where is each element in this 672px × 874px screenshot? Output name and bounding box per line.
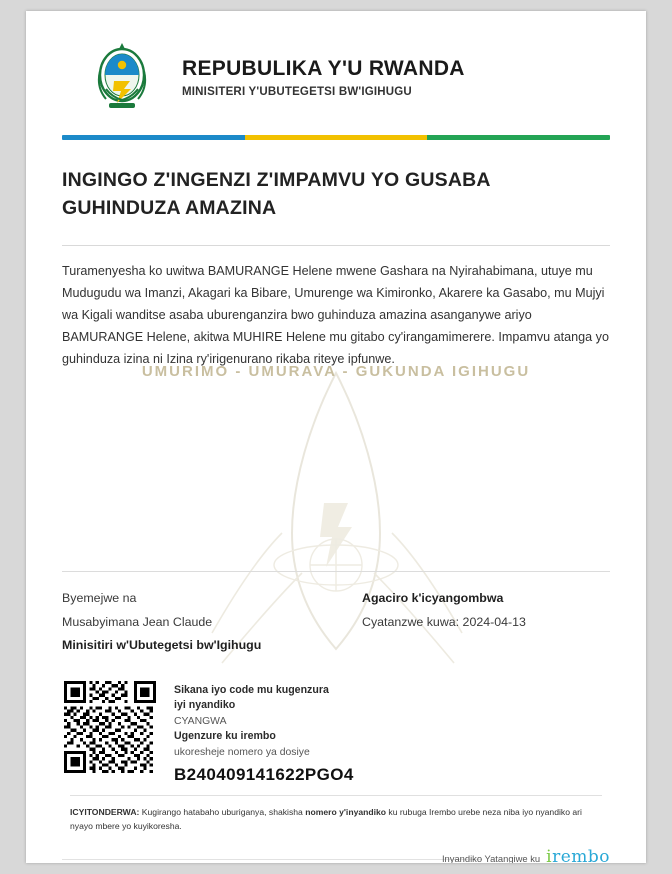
- qr-block: [62, 681, 610, 785]
- flag-segment-yellow: [245, 135, 428, 140]
- qr-irembo-line: Ugenzure ku irembo: [174, 730, 276, 743]
- signature-divider: [62, 571, 610, 572]
- warning-divider: [70, 795, 602, 796]
- qr-code-icon[interactable]: [64, 681, 156, 773]
- irembo-logo[interactable]: [546, 847, 610, 863]
- footer-label: Inyandiko Yatangiwe ku: [441, 853, 541, 863]
- warning-prefix: ICYITONDERWA:: [70, 807, 140, 817]
- title-divider: [62, 245, 610, 246]
- watermark-motto: UMURIMO - UMURAVA - GUKUNDA IGIHUGU: [141, 363, 531, 380]
- warning-text-after: ku rubuga Irembo urebe neza niba iyo nyandiko ari nyayo mbere yo kuyikoresha.: [70, 807, 582, 832]
- flag-segment-green: [427, 135, 610, 140]
- signature-left: [62, 587, 362, 658]
- document-inner: [62, 33, 610, 863]
- approver-title: Minisitiri w'Ubutegetsi bw'Igihugu: [62, 638, 262, 653]
- qr-scan-line-1: Sikana iyo code mu kugenzura: [174, 684, 329, 696]
- approved-label: Byemejwe na: [62, 591, 137, 605]
- irembo-logo-text: rembo: [552, 847, 610, 863]
- irembo-logo-dot: i: [546, 847, 553, 863]
- warning-bold-text: nomero y'inyandiko: [305, 807, 387, 817]
- document-page: [26, 11, 646, 863]
- rwanda-coat-of-arms-icon: [92, 41, 152, 113]
- warning-note: [70, 805, 602, 833]
- signature-right: [362, 587, 610, 658]
- header-text-block: [182, 56, 465, 97]
- qr-status: CYANGWA: [174, 715, 227, 727]
- country-title: REPUBULIKA Y'U RWANDA: [182, 57, 465, 81]
- qr-use-number: ukoresheje nomero ya dosiye: [174, 746, 310, 758]
- warning-text-before: Kugirango hatabaho uburiganya, shakisha: [139, 807, 306, 817]
- approver-name: Musabyimana Jean Claude: [62, 614, 213, 629]
- signature-row: [62, 587, 610, 658]
- document-number: B240409141622PGO4: [174, 765, 354, 785]
- flag-segment-blue: [62, 135, 245, 140]
- document-header: [62, 33, 610, 121]
- issued-date: Cyatanzwe kuwa: 2024-04-13: [362, 614, 526, 629]
- document-footer: [62, 847, 610, 863]
- document-body-text: Turamenyesha ko uwitwa BAMURANGE Helene mwene Gashara na Nyirahabimana, utuye mu Mudugudu wa Imanzi, Akagari ka Bibare, Umurenge wa Kimironko, Akarere ka Gasabo, mu Mujyi wa Kigali wanditse asaba uburenganzira bwo guhinduza amazina asanganywe ariyo BAMURANGE Helene, akitwa MUHIRE Helene mu gitabo cy'irangamimerere. Impamvu atanga yo guhinduza izina ni Izina ry'irigenurano rikaba riteye ipfunwe.: [62, 263, 609, 366]
- qr-scan-line-2: iyi nyandiko: [174, 699, 236, 712]
- page-title: INGINGO Z'INGENZI Z'IMPAMVU YO GUSABA GUHINDUZA AMAZINA: [62, 169, 490, 220]
- qr-info: [174, 681, 354, 785]
- ministry-subtitle: MINISITERI Y'UBUTEGETSI BW'IGIHUGU: [182, 85, 412, 98]
- flag-divider: [62, 135, 610, 140]
- validity-label: Agaciro k'icyangombwa: [362, 591, 504, 605]
